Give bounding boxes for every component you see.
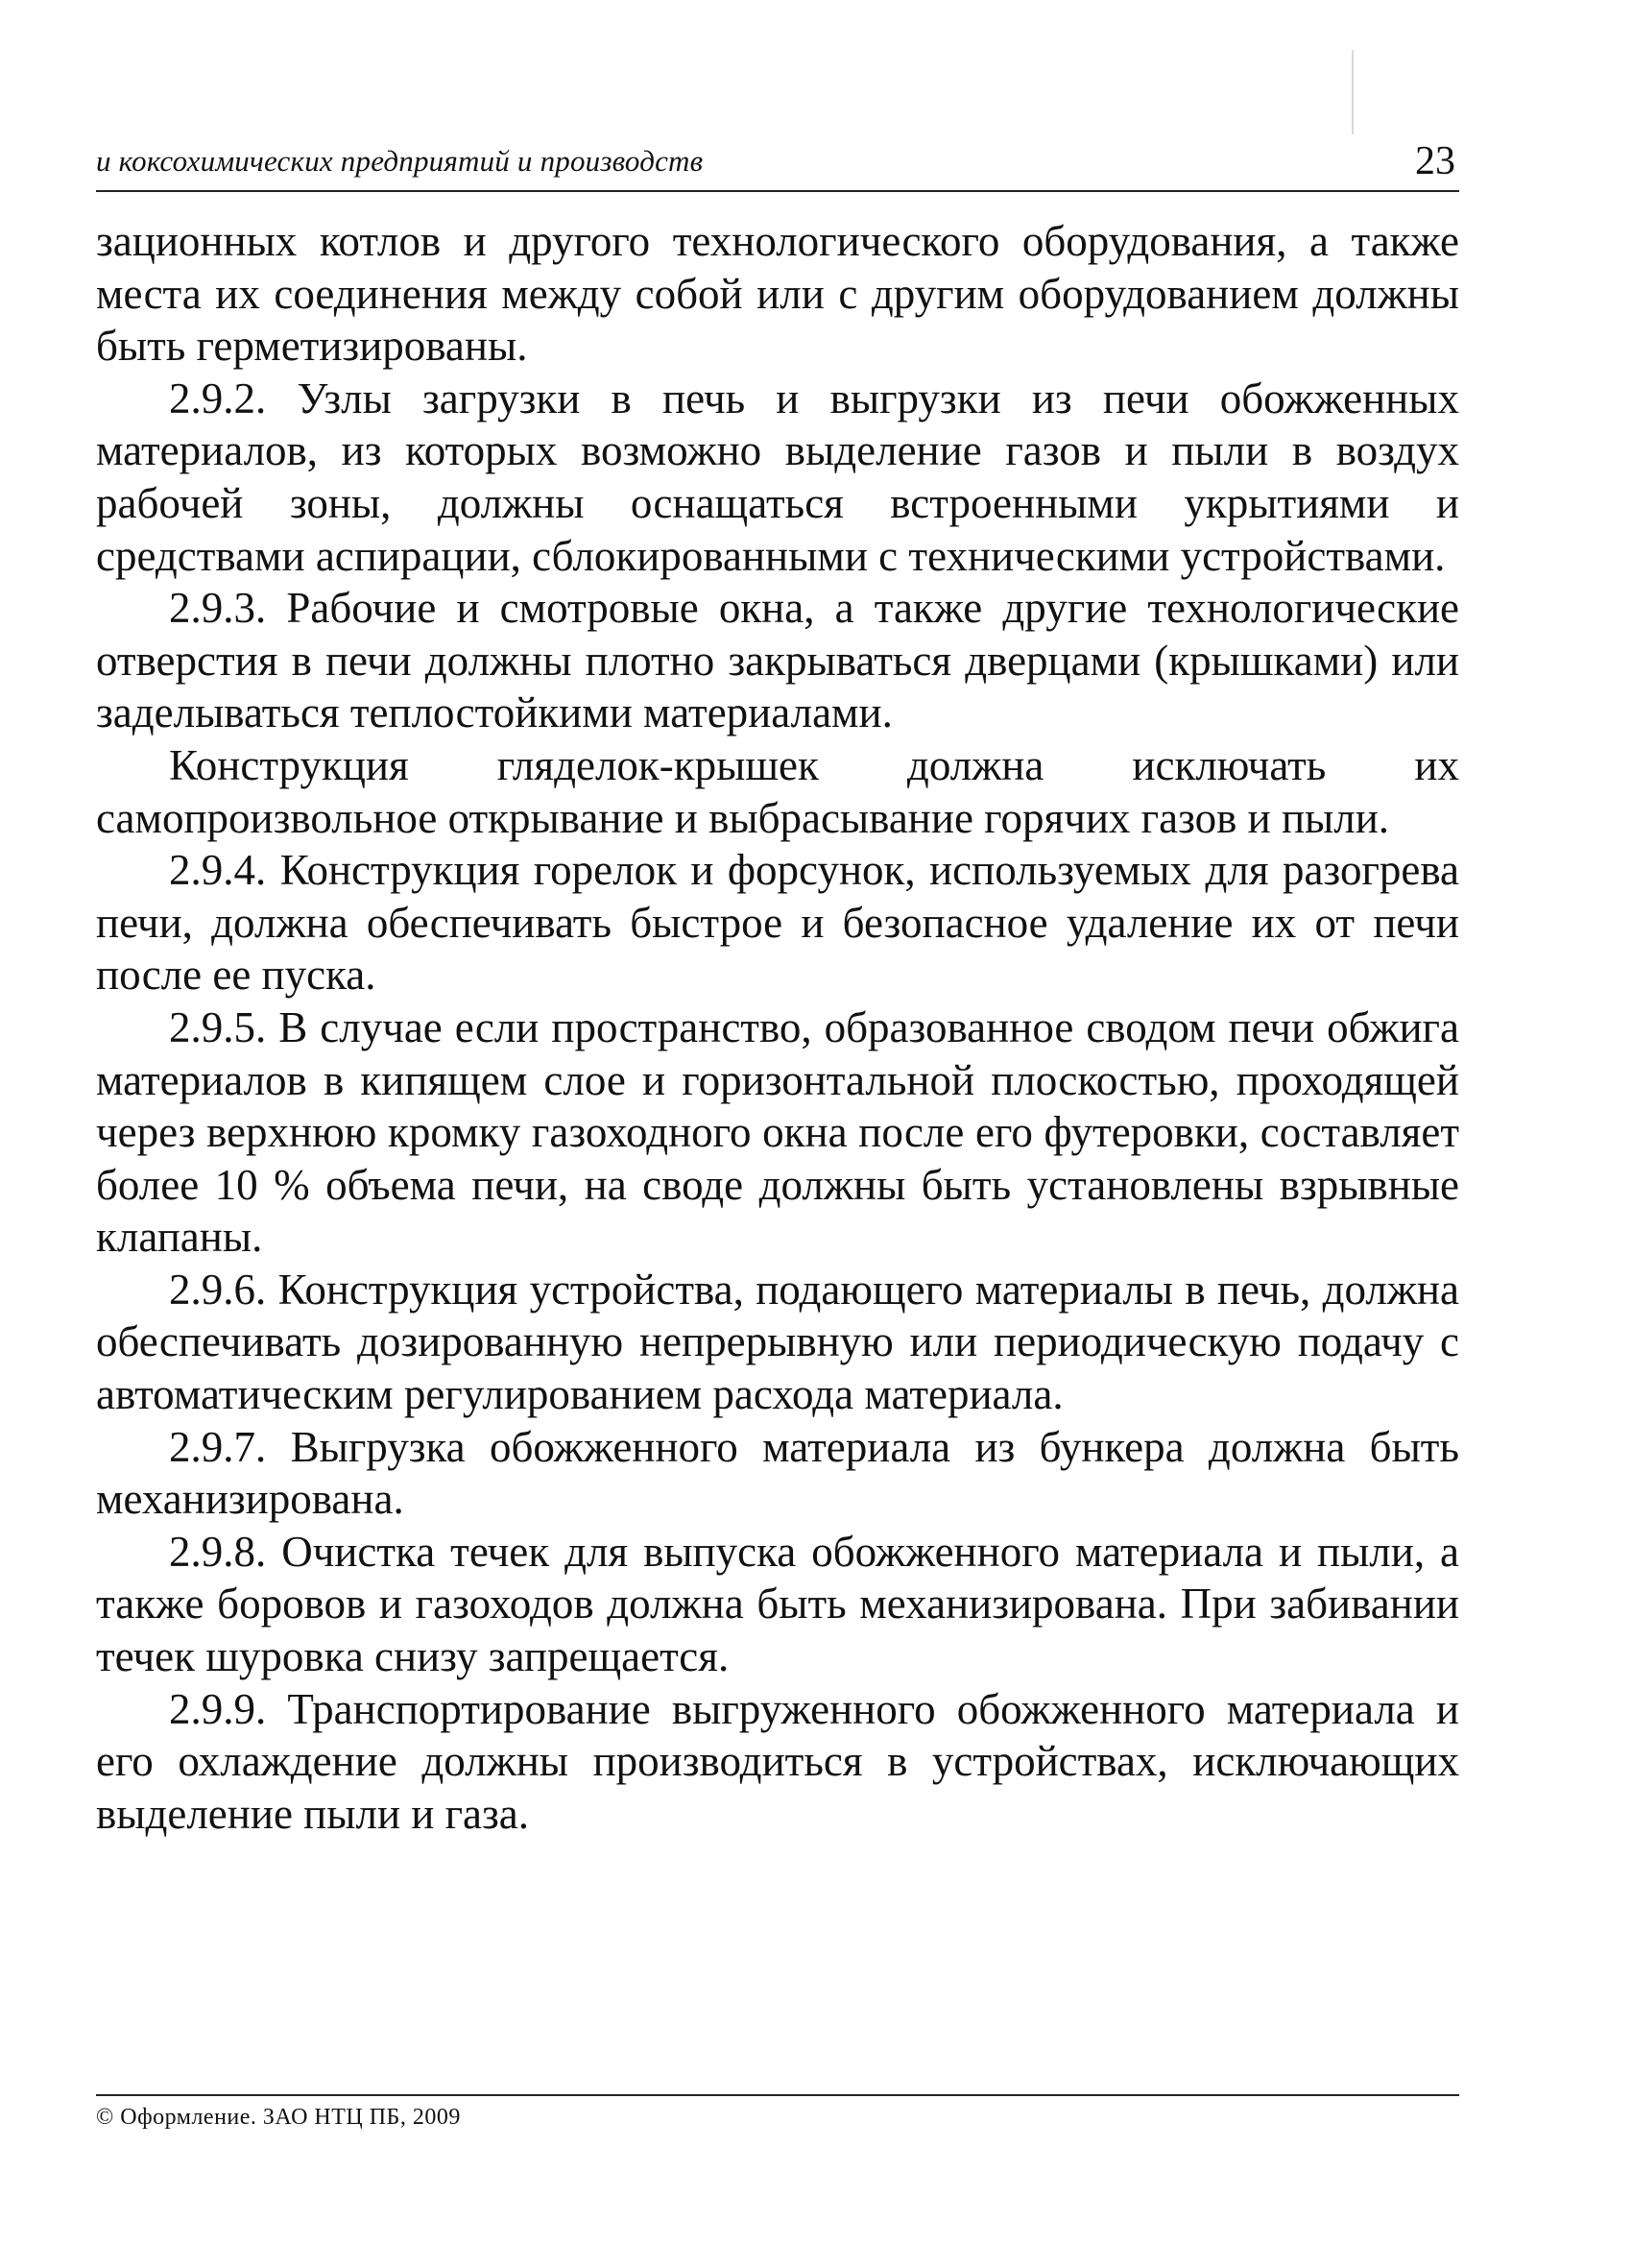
running-header <box>96 136 1459 192</box>
paragraph-2-9-5: 2.9.5. В случае если пространство, образованное сводом печи обжига материалов в кипящем слое и горизонтальной плоскостью, проходящей через верхнюю кромку газоходного окна после его футеровки, составляет более 10 % объема печи, на своде должны быть установлены взрывные клапаны. <box>96 1002 1459 1262</box>
paragraph-continuation: зационных котлов и другого технологического оборудования, а также места их соединения между собой или с другим оборудованием должны быть герметизированы. <box>96 217 1459 371</box>
paragraph-2-9-9: 2.9.9. Транспортирование выгруженного обожженного материала и его охлаждение должны производиться в устройствах, исключающих выделение пыли и газа. <box>96 1684 1459 1838</box>
footer-rule <box>96 2094 1459 2096</box>
body-text <box>96 215 1459 1840</box>
page-number: 23 <box>1415 139 1455 183</box>
paragraph-2-9-8: 2.9.8. Очистка течек для выпуска обожженного материала и пыли, а также боровов и газоходов должна быть механизирована. При забивании течек шуровка снизу запрещается. <box>96 1527 1459 1681</box>
paragraph-2-9-3: 2.9.3. Рабочие и смотровые окна, а также другие технологические отверстия в печи должны плотно закрываться дверцами (крышками) или заделываться теплостойкими материалами. <box>96 584 1459 737</box>
footer-copyright: © Оформление. ЗАО НТЦ ПБ, 2009 <box>96 2105 461 2130</box>
paragraph-2-9-4: 2.9.4. Конструкция горелок и форсунок, используемых для разогрева печи, должна обеспечивать быстрое и безопасное удаление их от печи после ее пуска. <box>96 846 1459 1000</box>
running-title: и коксохимических предприятий и производств <box>96 144 704 178</box>
scan-artifact-line <box>1352 50 1354 134</box>
paragraph-2-9-7: 2.9.7. Выгрузка обожженного материала из бункера должна быть механизирована. <box>96 1422 1459 1524</box>
paragraph-2-9-6: 2.9.6. Конструкция устройства, подающего материалы в печь, должна обеспечивать дозированную непрерывную или периодическую подачу с автоматическим регулированием расхода материала. <box>96 1265 1459 1419</box>
paragraph-2-9-2: 2.9.2. Узлы загрузки в печь и выгрузки из печи обожженных материалов, из которых возможно выделение газов и пыли в воздух рабочей зоны, должны оснащаться встроенными укрытиями и средствами аспирации, сблокированными с техническими устройствами. <box>96 374 1459 580</box>
paragraph-peephole-covers: Конструкция гляделок-крышек должна исключать их самопроизвольное открывание и выбрасывание горячих газов и пыли. <box>96 740 1459 842</box>
